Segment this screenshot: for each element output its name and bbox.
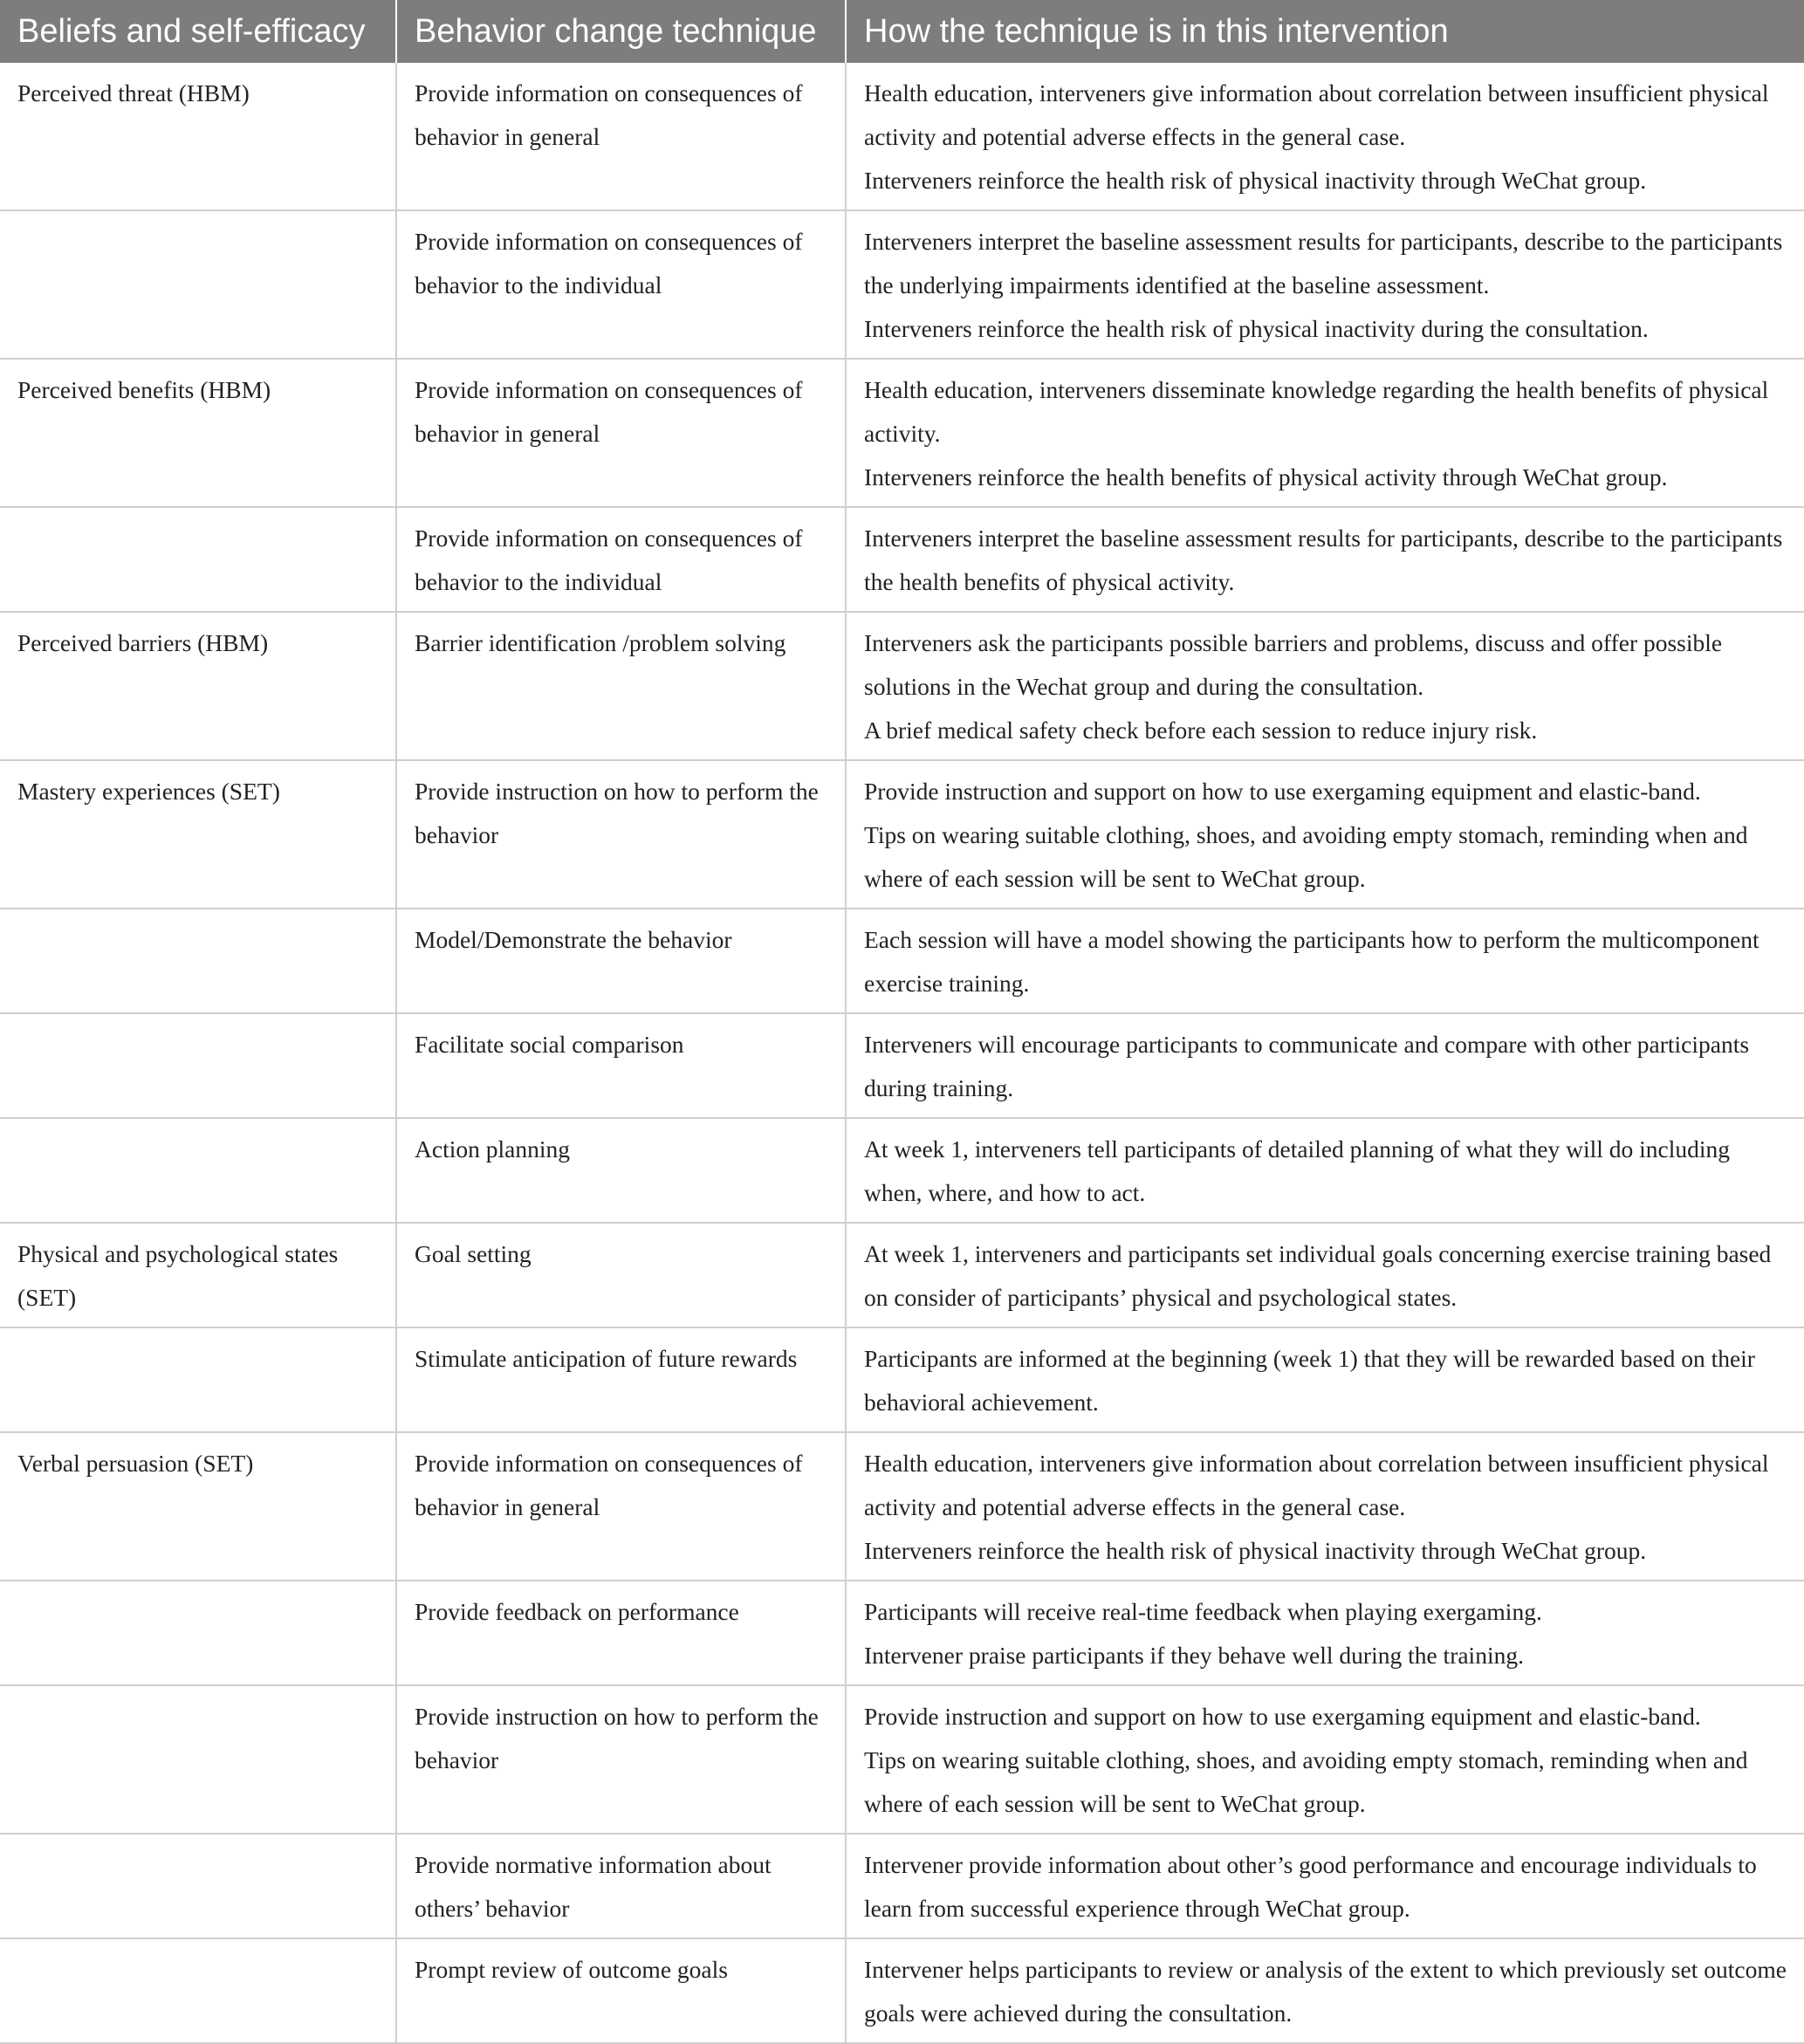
technique-cell: Provide information on consequences of behavior in general [396,1432,846,1581]
how-line: A brief medical safety check before each session to reduce injury risk. [864,717,1538,744]
table-row [0,612,1804,760]
how-cell [846,1223,1804,1327]
table-row [0,359,1804,507]
technique-cell: Model/Demonstrate the behavior [396,909,846,1013]
technique-cell: Provide information on consequences of behavior in general [396,63,846,210]
technique-cell: Prompt review of outcome goals [396,1938,846,2043]
table-row [0,63,1804,210]
table-row [0,210,1804,359]
how-cell [846,909,1804,1013]
how-cell [846,1118,1804,1223]
how-cell [846,1834,1804,1938]
how-line: Tips on wearing suitable clothing, shoes, and avoiding empty stomach, reminding when and where of each session will be sent to WeChat group. [864,821,1748,892]
technique-cell: Provide information on consequences of behavior in general [396,359,846,507]
technique-cell: Facilitate social comparison [396,1013,846,1118]
belief-cell: Perceived benefits (HBM) [0,359,396,507]
how-cell [846,1938,1804,2043]
how-line: Intervener helps participants to review or analysis of the extent to which previously set outcome goals were achieved during the consultation. [864,1956,1787,2027]
how-line: Tips on wearing suitable clothing, shoes, and avoiding empty stomach, reminding when and where of each session will be sent to WeChat group. [864,1746,1748,1817]
table-body [0,63,1804,2043]
table-row [0,1432,1804,1581]
technique-cell: Provide instruction on how to perform the behavior [396,760,846,909]
technique-cell: Barrier identification /problem solving [396,612,846,760]
technique-cell: Provide instruction on how to perform the behavior [396,1685,846,1834]
technique-cell: Provide information on consequences of behavior to the individual [396,210,846,359]
how-line: Interveners reinforce the health risk of physical inactivity through WeChat group. [864,167,1647,194]
how-cell [846,1581,1804,1685]
how-cell [846,760,1804,909]
belief-cell: Perceived barriers (HBM) [0,612,396,760]
how-line: Interveners ask the participants possible barriers and problems, discuss and offer possible solutions in the Wechat group and during the consultation. [864,629,1723,700]
table-row [0,1013,1804,1118]
how-line: Participants are informed at the beginning (week 1) that they will be rewarded based on their behavioral achievement. [864,1345,1755,1416]
how-cell [846,612,1804,760]
table-row [0,1581,1804,1685]
table-row [0,1327,1804,1432]
belief-cell: Perceived threat (HBM) [0,63,396,210]
belief-cell [0,507,396,612]
how-line: Health education, interveners disseminate knowledge regarding the health benefits of physical activity. [864,376,1769,447]
technique-cell: Stimulate anticipation of future rewards [396,1327,846,1432]
how-line: Interveners interpret the baseline assessment results for participants, describe to the participants the health benefits of physical activity. [864,525,1783,595]
how-cell [846,1685,1804,1834]
technique-cell: Provide feedback on performance [396,1581,846,1685]
how-line: Intervener provide information about other’s good performance and encourage individuals to learn from successful experience through WeChat group. [864,1851,1757,1922]
table-row [0,1685,1804,1834]
how-line: Interveners interpret the baseline assessment results for participants, describe to the participants the underlying impairments identified at the baseline assessment. [864,228,1783,298]
how-line: Interveners reinforce the health benefits of physical activity through WeChat group. [864,463,1668,490]
how-line: Intervener praise participants if they behave well during the training. [864,1642,1524,1669]
header-technique: Behavior change technique [396,0,846,63]
belief-cell: Mastery experiences (SET) [0,760,396,909]
header-row [0,0,1804,63]
belief-cell [0,1118,396,1223]
how-cell [846,359,1804,507]
belief-cell [0,1685,396,1834]
header-how: How the technique is in this intervention [846,0,1804,63]
belief-cell [0,1013,396,1118]
technique-cell: Provide normative information about others’ behavior [396,1834,846,1938]
belief-cell: Physical and psychological states (SET) [0,1223,396,1327]
table-row [0,760,1804,909]
how-cell [846,1013,1804,1118]
how-line: At week 1, interveners tell participants of detailed planning of what they will do including when, where, and how to act. [864,1135,1731,1206]
belief-cell [0,1834,396,1938]
how-line: Interveners reinforce the health risk of physical inactivity during the consultation. [864,315,1649,342]
belief-cell [0,1938,396,2043]
how-line: Health education, interveners give information about correlation between insufficient physical activity and potential adverse effects in the general case. [864,79,1769,150]
technique-cell: Action planning [396,1118,846,1223]
how-line: Participants will receive real-time feedback when playing exergaming. [864,1598,1542,1625]
table-row [0,1223,1804,1327]
how-line: Interveners reinforce the health risk of physical inactivity through WeChat group. [864,1537,1647,1564]
table-row [0,909,1804,1013]
technique-cell: Goal setting [396,1223,846,1327]
how-cell [846,1432,1804,1581]
how-cell [846,507,1804,612]
belief-cell [0,210,396,359]
table-row [0,507,1804,612]
belief-cell: Verbal persuasion (SET) [0,1432,396,1581]
table-row [0,1118,1804,1223]
header-beliefs: Beliefs and self-efficacy [0,0,396,63]
how-line: Interveners will encourage participants to communicate and compare with other participants during training. [864,1031,1750,1101]
how-line: At week 1, interveners and participants set individual goals concerning exercise training based on consider of participants’ physical and psychological states. [864,1240,1772,1311]
how-line: Each session will have a model showing the participants how to perform the multicomponent exercise training. [864,926,1759,997]
table-row [0,1938,1804,2043]
technique-cell: Provide information on consequences of behavior to the individual [396,507,846,612]
table-row [0,1834,1804,1938]
how-line: Health education, interveners give information about correlation between insufficient physical activity and potential adverse effects in the general case. [864,1450,1769,1520]
how-cell [846,210,1804,359]
belief-cell [0,1581,396,1685]
belief-cell [0,909,396,1013]
table-header [0,0,1804,63]
belief-cell [0,1327,396,1432]
how-line: Provide instruction and support on how to use exergaming equipment and elastic-band. [864,778,1701,805]
how-cell [846,1327,1804,1432]
how-line: Provide instruction and support on how to use exergaming equipment and elastic-band. [864,1703,1701,1730]
how-cell [846,63,1804,210]
